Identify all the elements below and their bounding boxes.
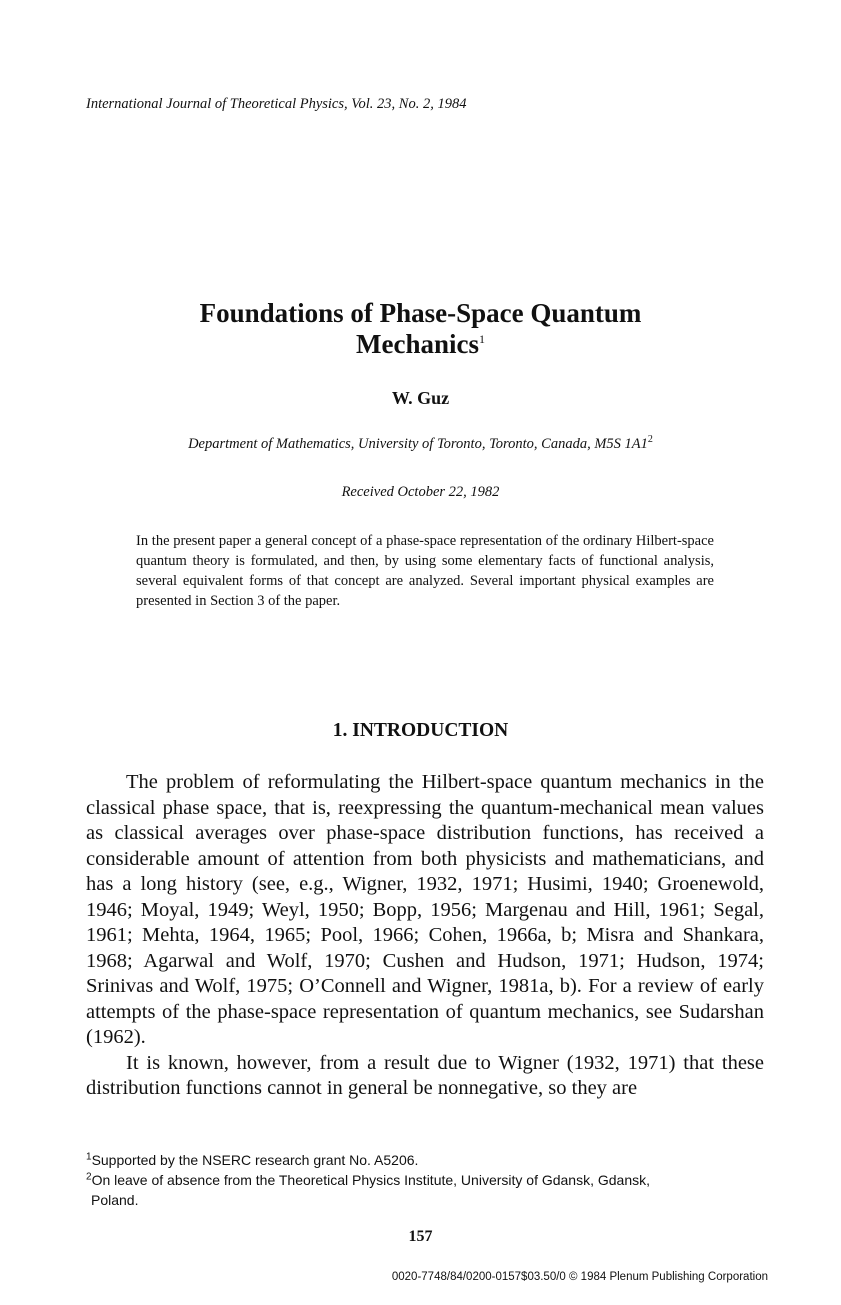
footnote-2-text: On leave of absence from the Theoretical Physics Institute, University of Gdansk, Gdansk, <box>91 1172 651 1188</box>
footnote-2-mark: 2 <box>86 1171 92 1183</box>
paper-title <box>0 298 841 360</box>
title-line-2 <box>0 329 841 360</box>
abstract: In the present paper a general concept of a phase-space representation of the ordinary Hilbert-space quantum theory is formulated, and then, by using some elementary facts of functional analysis, several equivalent forms of that concept are analyzed. Several important physical examples are presented in Section 3 of the paper. <box>136 533 714 609</box>
footnote-1 <box>86 1150 766 1170</box>
footnotes <box>86 1150 766 1210</box>
footnote-2 <box>86 1170 766 1210</box>
footnote-2-continuation: Poland. <box>91 1192 139 1208</box>
affiliation-text: Department of Mathematics, University of Toronto, Toronto, Canada, M5S 1A1 <box>188 436 648 452</box>
journal-header: International Journal of Theoretical Physics, Vol. 23, No. 2, 1984 <box>86 96 467 112</box>
section-heading: 1. INTRODUCTION <box>332 720 509 741</box>
body-paragraph-2: It is known, however, from a result due to Wigner (1932, 1971) that these distribution functions cannot in general be nonnegative, so they are <box>86 1051 764 1099</box>
copyright-line: 0020-7748/84/0200-0157$03.50/0 © 1984 Plenum Publishing Corporation <box>391 1271 768 1283</box>
footnote-1-mark: 1 <box>86 1151 92 1163</box>
affiliation <box>0 436 841 453</box>
title-line-2-text: Mechanics <box>356 329 479 359</box>
footnote-1-text: Supported by the NSERC research grant No. A5206. <box>91 1152 419 1168</box>
title-footnote-mark: 1 <box>478 332 485 346</box>
author-name: W. Guz <box>391 388 450 408</box>
affiliation-footnote-mark: 2 <box>647 434 653 446</box>
body-paragraph-1: The problem of reformulating the Hilbert-space quantum mechanics in the classical phase space, that is, reexpressing the quantum-mechanical mean values as classical averages over phase-space distribution functions, has received a considerable amount of attention from both physicists and mathematicians, and has a long history (see, e.g., Wigner, 1932, 1971; Husimi, 1940; Groenewold, 1946; Moyal, 1949; Weyl, 1950; Bopp, 1956; Margenau and Hill, 1961; Segal, 1961; Mehta, 1964, 1965; Pool, 1966; Cohen, 1966a, b; Misra and Shankara, 1968; Agarwal and Wolf, 1970; Cushen and Hudson, 1971; Hudson, 1974; Srinivas and Wolf, 1975; O’Connell and Wigner, 1981a, b). For a review of early attempts of the phase-space representation of quantum mechanics, see Sudarshan (1962). <box>86 771 764 1048</box>
page-number: 157 <box>408 1228 433 1245</box>
received-date: Received October 22, 1982 <box>341 484 500 500</box>
body-text <box>86 770 764 1102</box>
title-line-1: Foundations of Phase-Space Quantum <box>199 298 642 328</box>
